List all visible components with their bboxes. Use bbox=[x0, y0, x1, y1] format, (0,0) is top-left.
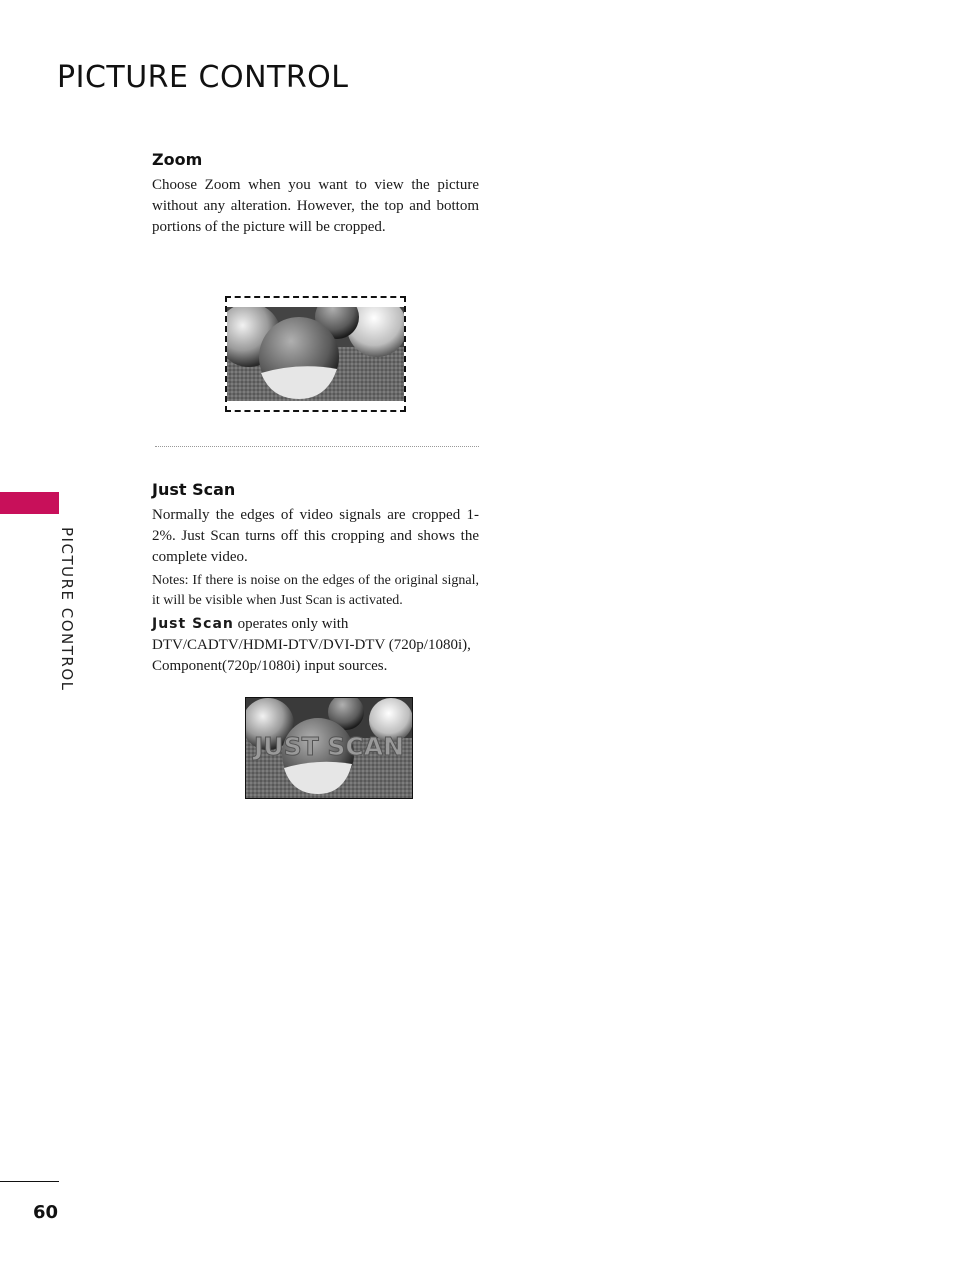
just-scan-sources-label: Just Scan bbox=[152, 616, 234, 632]
just-scan-heading: Just Scan bbox=[152, 480, 236, 499]
page-title: PICTURE CONTROL bbox=[57, 60, 349, 95]
just-scan-sources bbox=[152, 614, 479, 677]
footer-rule bbox=[0, 1181, 59, 1182]
just-scan-section bbox=[152, 480, 479, 677]
just-scan-balls-image bbox=[246, 698, 412, 798]
side-section-label: PICTURE CONTROL bbox=[58, 527, 76, 692]
zoom-heading: Zoom bbox=[152, 150, 203, 169]
zoom-section bbox=[152, 150, 479, 238]
just-scan-overlay-text: JUST SCAN bbox=[254, 732, 404, 761]
just-scan-notes: Notes: If there is noise on the edges of the original signal, it will be visible when Just Scan is activated. bbox=[152, 573, 479, 608]
section-tab-marker bbox=[0, 492, 59, 514]
page-number: 60 bbox=[33, 1202, 59, 1223]
just-scan-illustration bbox=[245, 697, 413, 799]
section-divider bbox=[155, 446, 479, 447]
zoom-balls-image bbox=[227, 307, 404, 401]
just-scan-sources-text: operates only with DTV/CADTV/HDMI-DTV/DVI-DTV (720p/1080i), Component(720p/1080i) input sources. bbox=[152, 616, 471, 674]
just-scan-description: Normally the edges of video signals are cropped 1-2%. Just Scan turns off this cropping and shows the complete video. bbox=[152, 507, 479, 565]
zoom-illustration bbox=[225, 296, 406, 412]
zoom-description: Choose Zoom when you want to view the picture without any alteration. However, the top and bottom portions of the picture will be cropped. bbox=[152, 177, 479, 235]
